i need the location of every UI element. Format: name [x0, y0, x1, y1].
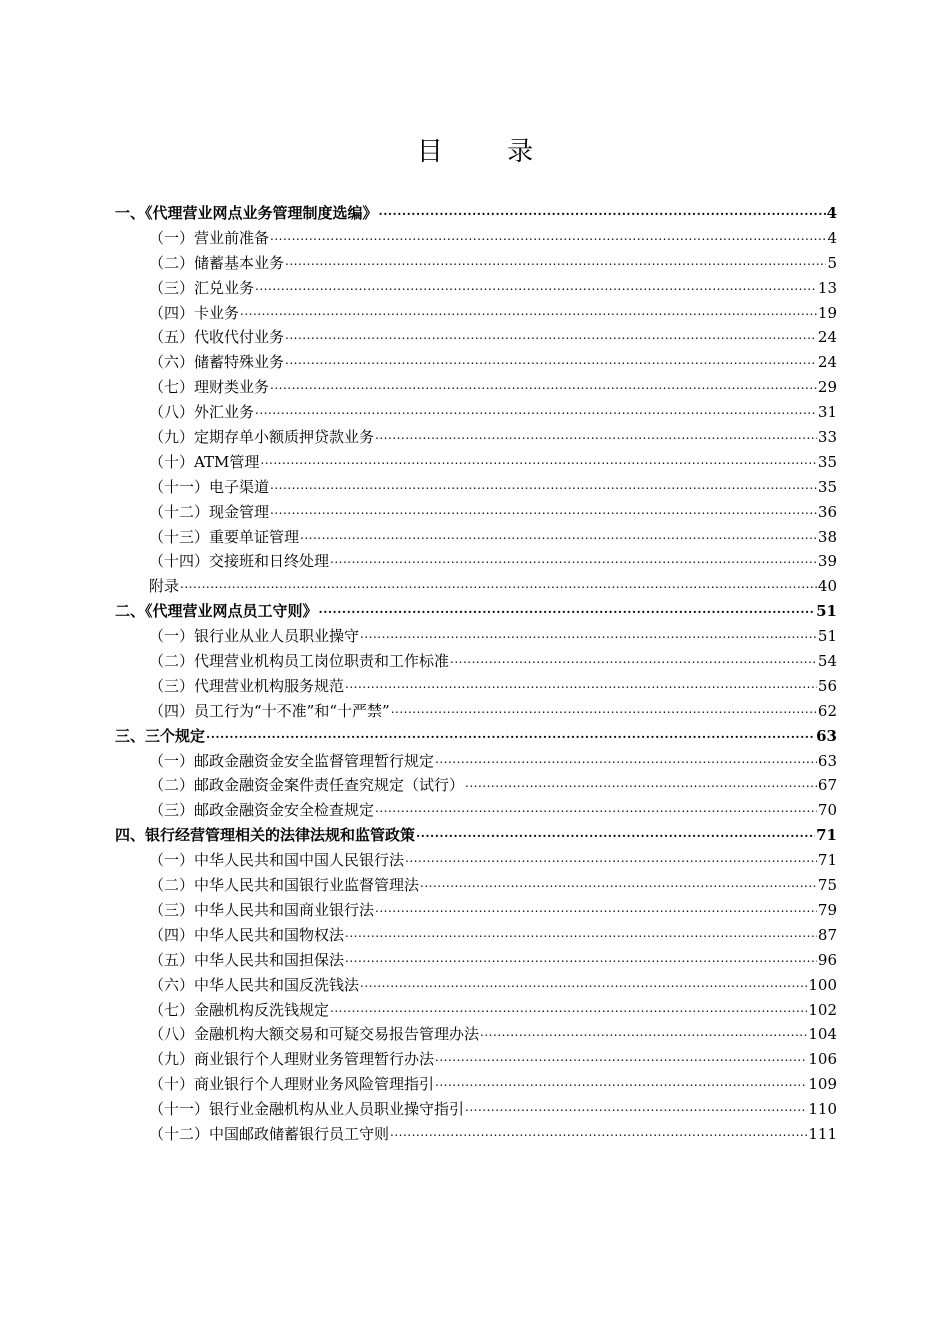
- dot-leader: [390, 1119, 807, 1145]
- dot-leader: [345, 945, 817, 971]
- toc-entry-page-number: 71: [817, 851, 837, 870]
- toc-entry[interactable]: [115, 1122, 837, 1147]
- toc-entry-page-number: 102: [808, 1000, 837, 1019]
- toc-entry-title: （二）储蓄基本业务: [149, 253, 285, 272]
- dot-leader: [285, 347, 817, 373]
- toc-entry-page-number: 67: [817, 776, 837, 795]
- dot-leader: [345, 671, 817, 697]
- toc-entry-page-number: 79: [817, 900, 837, 919]
- toc-entry-title: （六）中华人民共和国反洗钱法: [149, 975, 360, 994]
- toc-entry-title: （七）理财类业务: [149, 378, 270, 397]
- toc-entry-page-number: 31: [817, 403, 837, 422]
- toc-entry-title: （一）营业前准备: [149, 228, 270, 247]
- toc-entry-page-number: 62: [817, 701, 837, 720]
- dot-leader: [360, 621, 817, 647]
- toc-entry-page-number: 96: [817, 950, 837, 969]
- toc-entry-page-number: 63: [817, 751, 837, 770]
- toc-entry-title: （四）中华人民共和国物权法: [149, 925, 345, 944]
- dot-leader: [345, 920, 817, 946]
- toc-entry-page-number: 111: [808, 1124, 837, 1143]
- toc-entry-title: （一）邮政金融资金安全监督管理暂行规定: [149, 751, 435, 770]
- dot-leader: [285, 248, 826, 274]
- toc-entry-title: （八）金融机构大额交易和可疑交易报告管理办法: [149, 1025, 480, 1044]
- toc-entry-title: （三）汇兑业务: [149, 278, 255, 297]
- dot-leader: [465, 1094, 807, 1120]
- toc-entry-page-number: 104: [808, 1025, 837, 1044]
- toc-entry-title: （三）代理营业机构服务规范: [149, 676, 345, 695]
- toc-entry-title: （十四）交接班和日终处理: [149, 552, 330, 571]
- dot-leader: [255, 273, 817, 299]
- toc-entry-title: （九）定期存单小额质押贷款业务: [149, 428, 375, 447]
- toc-entry-title: （二）中华人民共和国银行业监督管理法: [149, 876, 420, 895]
- dot-leader: [319, 596, 816, 622]
- toc-entry-page-number: 36: [817, 502, 837, 521]
- toc-entry-title: （十）ATM管理: [149, 452, 260, 471]
- toc-entry-page-number: 38: [817, 527, 837, 546]
- toc-entry-page-number: 63: [816, 726, 837, 745]
- dot-leader: [180, 571, 817, 597]
- toc-entry-page-number: 19: [817, 303, 837, 322]
- dot-leader: [435, 1069, 807, 1095]
- toc-entry-title: 四、银行经营管理相关的法律法规和监管政策: [115, 826, 416, 845]
- dot-leader: [375, 795, 817, 821]
- dot-leader: [405, 845, 817, 871]
- toc-entry-page-number: 5: [827, 253, 837, 272]
- toc-entry-title: （三）中华人民共和国商业银行法: [149, 900, 375, 919]
- toc-entry-title: 二、《代理营业网点员工守则》: [115, 602, 318, 621]
- toc-entry-page-number: 110: [808, 1100, 837, 1119]
- toc-entry-page-number: 70: [817, 801, 837, 820]
- table-of-contents: [115, 201, 837, 1147]
- dot-leader: [480, 1019, 807, 1045]
- toc-entry-page-number: 40: [817, 577, 837, 596]
- dot-leader: [255, 397, 817, 423]
- dot-leader: [375, 895, 817, 921]
- dot-leader: [391, 696, 817, 722]
- dot-leader: [206, 721, 815, 747]
- toc-entry-title: （二）邮政金融资金案件责任查究规定（试行）: [149, 776, 465, 795]
- toc-entry-page-number: 51: [816, 602, 837, 621]
- toc-entry-page-number: 100: [808, 975, 837, 994]
- toc-entry-page-number: 106: [808, 1050, 837, 1069]
- toc-entry-title: （十一）银行业金融机构从业人员职业操守指引: [149, 1100, 465, 1119]
- toc-entry-title: （十）商业银行个人理财业务风险管理指引: [149, 1075, 435, 1094]
- dot-leader: [285, 322, 817, 348]
- dot-leader: [260, 447, 817, 473]
- dot-leader: [270, 223, 826, 249]
- toc-entry-title: 一、《代理营业网点业务管理制度选编》: [115, 204, 378, 222]
- toc-entry-title: （六）储蓄特殊业务: [149, 353, 285, 372]
- toc-entry-title: （二）代理营业机构员工岗位职责和工作标准: [149, 652, 450, 671]
- toc-entry-page-number: 75: [817, 876, 837, 895]
- toc-entry-title: （十一）电子渠道: [149, 477, 270, 496]
- toc-entry-page-number: 4: [827, 228, 837, 247]
- toc-entry-title: （九）商业银行个人理财业务管理暂行办法: [149, 1050, 435, 1069]
- toc-entry-page-number: 4: [826, 204, 837, 222]
- dot-leader: [240, 298, 817, 324]
- dot-leader: [435, 1044, 807, 1070]
- toc-entry-title: （十二）中国邮政储蓄银行员工守则: [149, 1124, 390, 1143]
- toc-entry-page-number: 24: [817, 353, 837, 372]
- toc-entry-page-number: 71: [816, 826, 837, 845]
- toc-entry-title: （一）中华人民共和国中国人民银行法: [149, 851, 405, 870]
- toc-entry-page-number: 54: [817, 652, 837, 671]
- dot-leader: [375, 422, 817, 448]
- toc-entry-title: 三、三个规定: [115, 726, 206, 745]
- toc-entry-page-number: 56: [817, 676, 837, 695]
- dot-leader: [330, 995, 807, 1021]
- dot-leader: [379, 198, 826, 224]
- toc-entry-title: （十二）现金管理: [149, 502, 270, 521]
- dot-leader: [450, 646, 817, 672]
- toc-entry-page-number: 29: [817, 378, 837, 397]
- toc-entry-title: （七）金融机构反洗钱规定: [149, 1000, 330, 1019]
- dot-leader: [330, 546, 817, 572]
- toc-entry-page-number: 51: [817, 627, 837, 646]
- toc-entry-title: （八）外汇业务: [149, 403, 255, 422]
- toc-entry-title: （四）卡业务: [149, 303, 240, 322]
- toc-entry-page-number: 33: [817, 428, 837, 447]
- dot-leader: [416, 820, 815, 846]
- toc-entry-title: 附录: [149, 577, 180, 596]
- dot-leader: [360, 970, 807, 996]
- dot-leader: [270, 372, 817, 398]
- toc-entry-page-number: 109: [808, 1075, 837, 1094]
- toc-entry-page-number: 39: [817, 552, 837, 571]
- toc-entry-page-number: 24: [817, 328, 837, 347]
- toc-entry-title: （四）员工行为“十不准”和“十严禁”: [149, 701, 390, 720]
- toc-entry-page-number: 13: [817, 278, 837, 297]
- toc-entry-title: （十三）重要单证管理: [149, 527, 300, 546]
- toc-entry-title: （五）中华人民共和国担保法: [149, 950, 345, 969]
- dot-leader: [465, 770, 817, 796]
- toc-entry-title: （三）邮政金融资金安全检查规定: [149, 801, 375, 820]
- dot-leader: [270, 497, 817, 523]
- dot-leader: [420, 870, 817, 896]
- dot-leader: [435, 746, 817, 772]
- toc-entry-page-number: 35: [817, 452, 837, 471]
- dot-leader: [270, 472, 817, 498]
- toc-entry-title: （一）银行业从业人员职业操守: [149, 627, 360, 646]
- toc-title: 目 录: [416, 137, 562, 167]
- toc-entry-page-number: 87: [817, 925, 837, 944]
- dot-leader: [300, 522, 817, 548]
- toc-entry-title: （五）代收代付业务: [149, 328, 285, 347]
- toc-entry-page-number: 35: [817, 477, 837, 496]
